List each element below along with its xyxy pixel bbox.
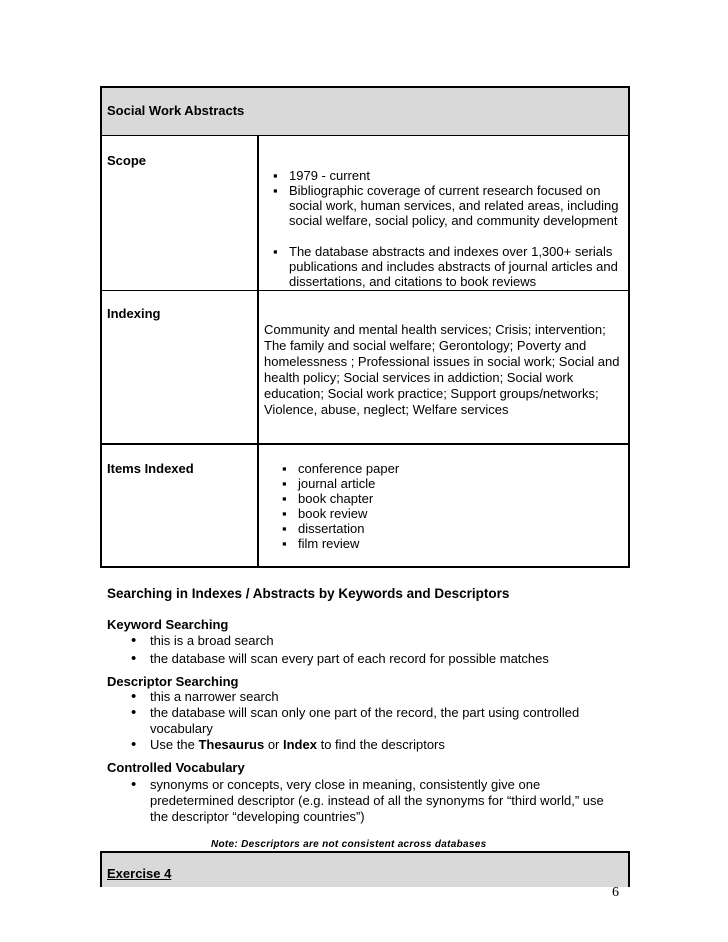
list-item: ▪ Bibliographic coverage of current research focused on social work, human services, and related areas, including social welfare, social policy, and community development (273, 183, 625, 228)
list-item: • this a narrower search (127, 689, 605, 705)
list-item: ▪ conference paper (282, 461, 582, 476)
scope-list (273, 168, 625, 228)
list-item: ▪ 1979 - current (273, 168, 625, 183)
descriptor-searching-title: Descriptor Searching (107, 674, 239, 689)
list-item: • synonyms or concepts, very close in meaning, consistently give one predetermined descriptor (e.g. instead of all the synonyms for “third world,” use the descriptor “developing countries”) (127, 777, 617, 825)
keyword-searching-title: Keyword Searching (107, 617, 229, 632)
controlled-list (127, 777, 617, 825)
section-heading: Searching in Indexes / Abstracts by Keywords and Descriptors (107, 586, 510, 601)
list-item: ▪ film review (282, 536, 582, 551)
list-item: • Use the Thesaurus or Index to find the descriptors (127, 737, 605, 753)
list-item: • the database will scan only one part of the record, the part using controlled vocabulary (127, 705, 605, 737)
items-indexed-list (282, 461, 582, 551)
column-divider (257, 136, 259, 566)
keyword-list (127, 633, 627, 667)
list-item: • this is a broad search (127, 633, 627, 649)
list-item: ▪ journal article (282, 476, 582, 491)
exercise-box (100, 851, 630, 887)
descriptor-list (127, 689, 605, 753)
scope-list-2 (273, 244, 625, 289)
row-label-items-indexed: Items Indexed (107, 461, 194, 476)
list-item: ▪ book chapter (282, 491, 582, 506)
list-item: • the database will scan every part of each record for possible matches (127, 651, 627, 667)
exercise-title: Exercise 4 (107, 866, 172, 881)
row-label-indexing: Indexing (107, 306, 161, 321)
row-divider (102, 290, 628, 291)
controlled-vocabulary-title: Controlled Vocabulary (107, 760, 245, 775)
indexing-text: Community and mental health services; Crisis; intervention; The family and social welfare; Gerontology; Poverty and homelessness ; Professional issues in social work; Social and health policy; Social services in addiction; Social work education; Social work practice; Support groups/networks; Violence, abuse, neglect; Welfare services (264, 322, 620, 417)
note-text: Note: Descriptors are not consistent across databases (211, 839, 487, 850)
list-item: ▪ dissertation (282, 521, 582, 536)
page-number: 6 (612, 885, 619, 900)
row-divider (102, 443, 628, 445)
list-item: ▪ book review (282, 506, 582, 521)
table-title: Social Work Abstracts (107, 103, 245, 118)
row-label-scope: Scope (107, 153, 147, 168)
list-item: ▪ The database abstracts and indexes over 1,300+ serials publications and includes abstracts of journal articles and dissertations, and citations to book reviews (273, 244, 625, 289)
